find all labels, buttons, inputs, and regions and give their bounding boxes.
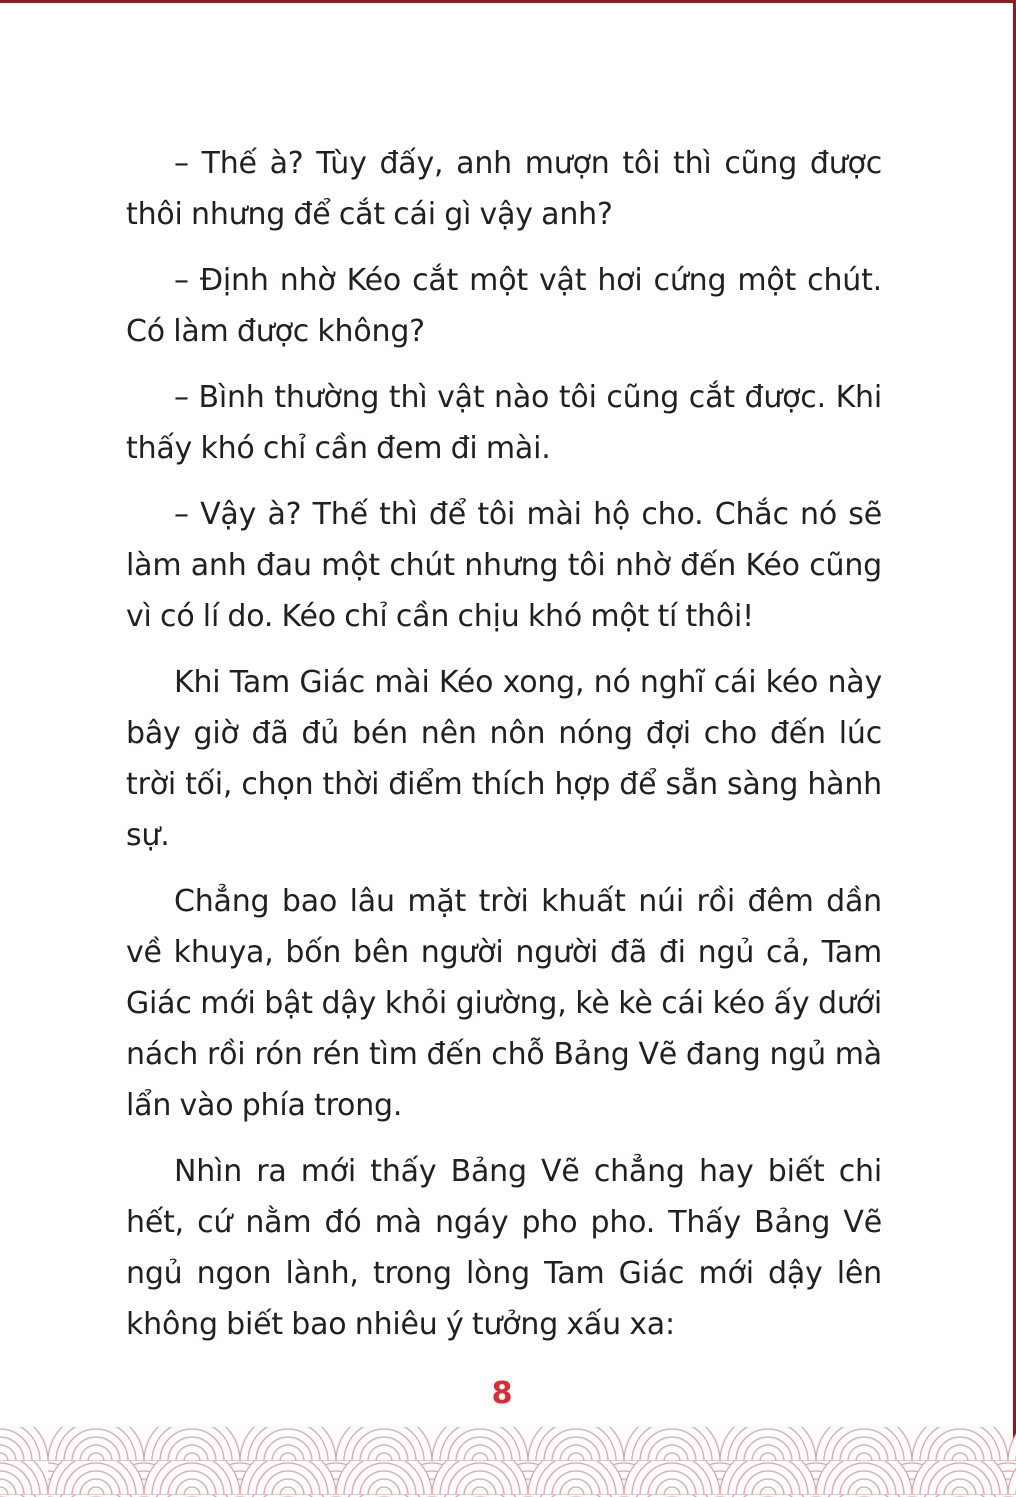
story-text bbox=[126, 138, 882, 1365]
page-frame-top bbox=[0, 0, 1016, 3]
wave-pattern-border bbox=[0, 1427, 1016, 1497]
paragraph: – Bình thường thì vật nào tôi cũng cắt được. Khi thấy khó chỉ cần đem đi mài. bbox=[126, 380, 882, 466]
paragraph: Chẳng bao lâu mặt trời khuất núi rồi đêm dần về khuya, bốn bên người người đã đi ngủ cả, Tam Giác mới bật dậy khỏi giường, kè kè cái kéo ấy dưới nách rồi rón rén tìm đến chỗ Bảng Vẽ đang ngủ mà lẩn vào phía trong. bbox=[126, 884, 882, 1123]
paragraph: Nhìn ra mới thấy Bảng Vẽ chẳng hay biết chi hết, cứ nằm đó mà ngáy pho pho. Thấy Bảng Vẽ ngủ ngon lành, trong lòng Tam Giác mới dậy lên không biết bao nhiêu ý tưởng xấu xa: bbox=[126, 1154, 882, 1342]
paragraph: Khi Tam Giác mài Kéo xong, nó nghĩ cái kéo này bây giờ đã đủ bén nên nôn nóng đợi cho đến lúc trời tối, chọn thời điểm thích hợp để sẵn sàng hành sự. bbox=[126, 665, 882, 853]
paragraph: – Vậy à? Thế thì để tôi mài hộ cho. Chắc nó sẽ làm anh đau một chút nhưng tôi nhờ đến Kéo cũng vì có lí do. Kéo chỉ cần chịu khó một tí thôi! bbox=[126, 497, 882, 634]
paragraph: – Thế à? Tùy đấy, anh mượn tôi thì cũng được thôi nhưng để cắt cái gì vậy anh? bbox=[126, 146, 882, 232]
paragraph: – Định nhờ Kéo cắt một vật hơi cứng một chút. Có làm được không? bbox=[126, 263, 882, 349]
page-number: 8 bbox=[491, 1376, 513, 1411]
